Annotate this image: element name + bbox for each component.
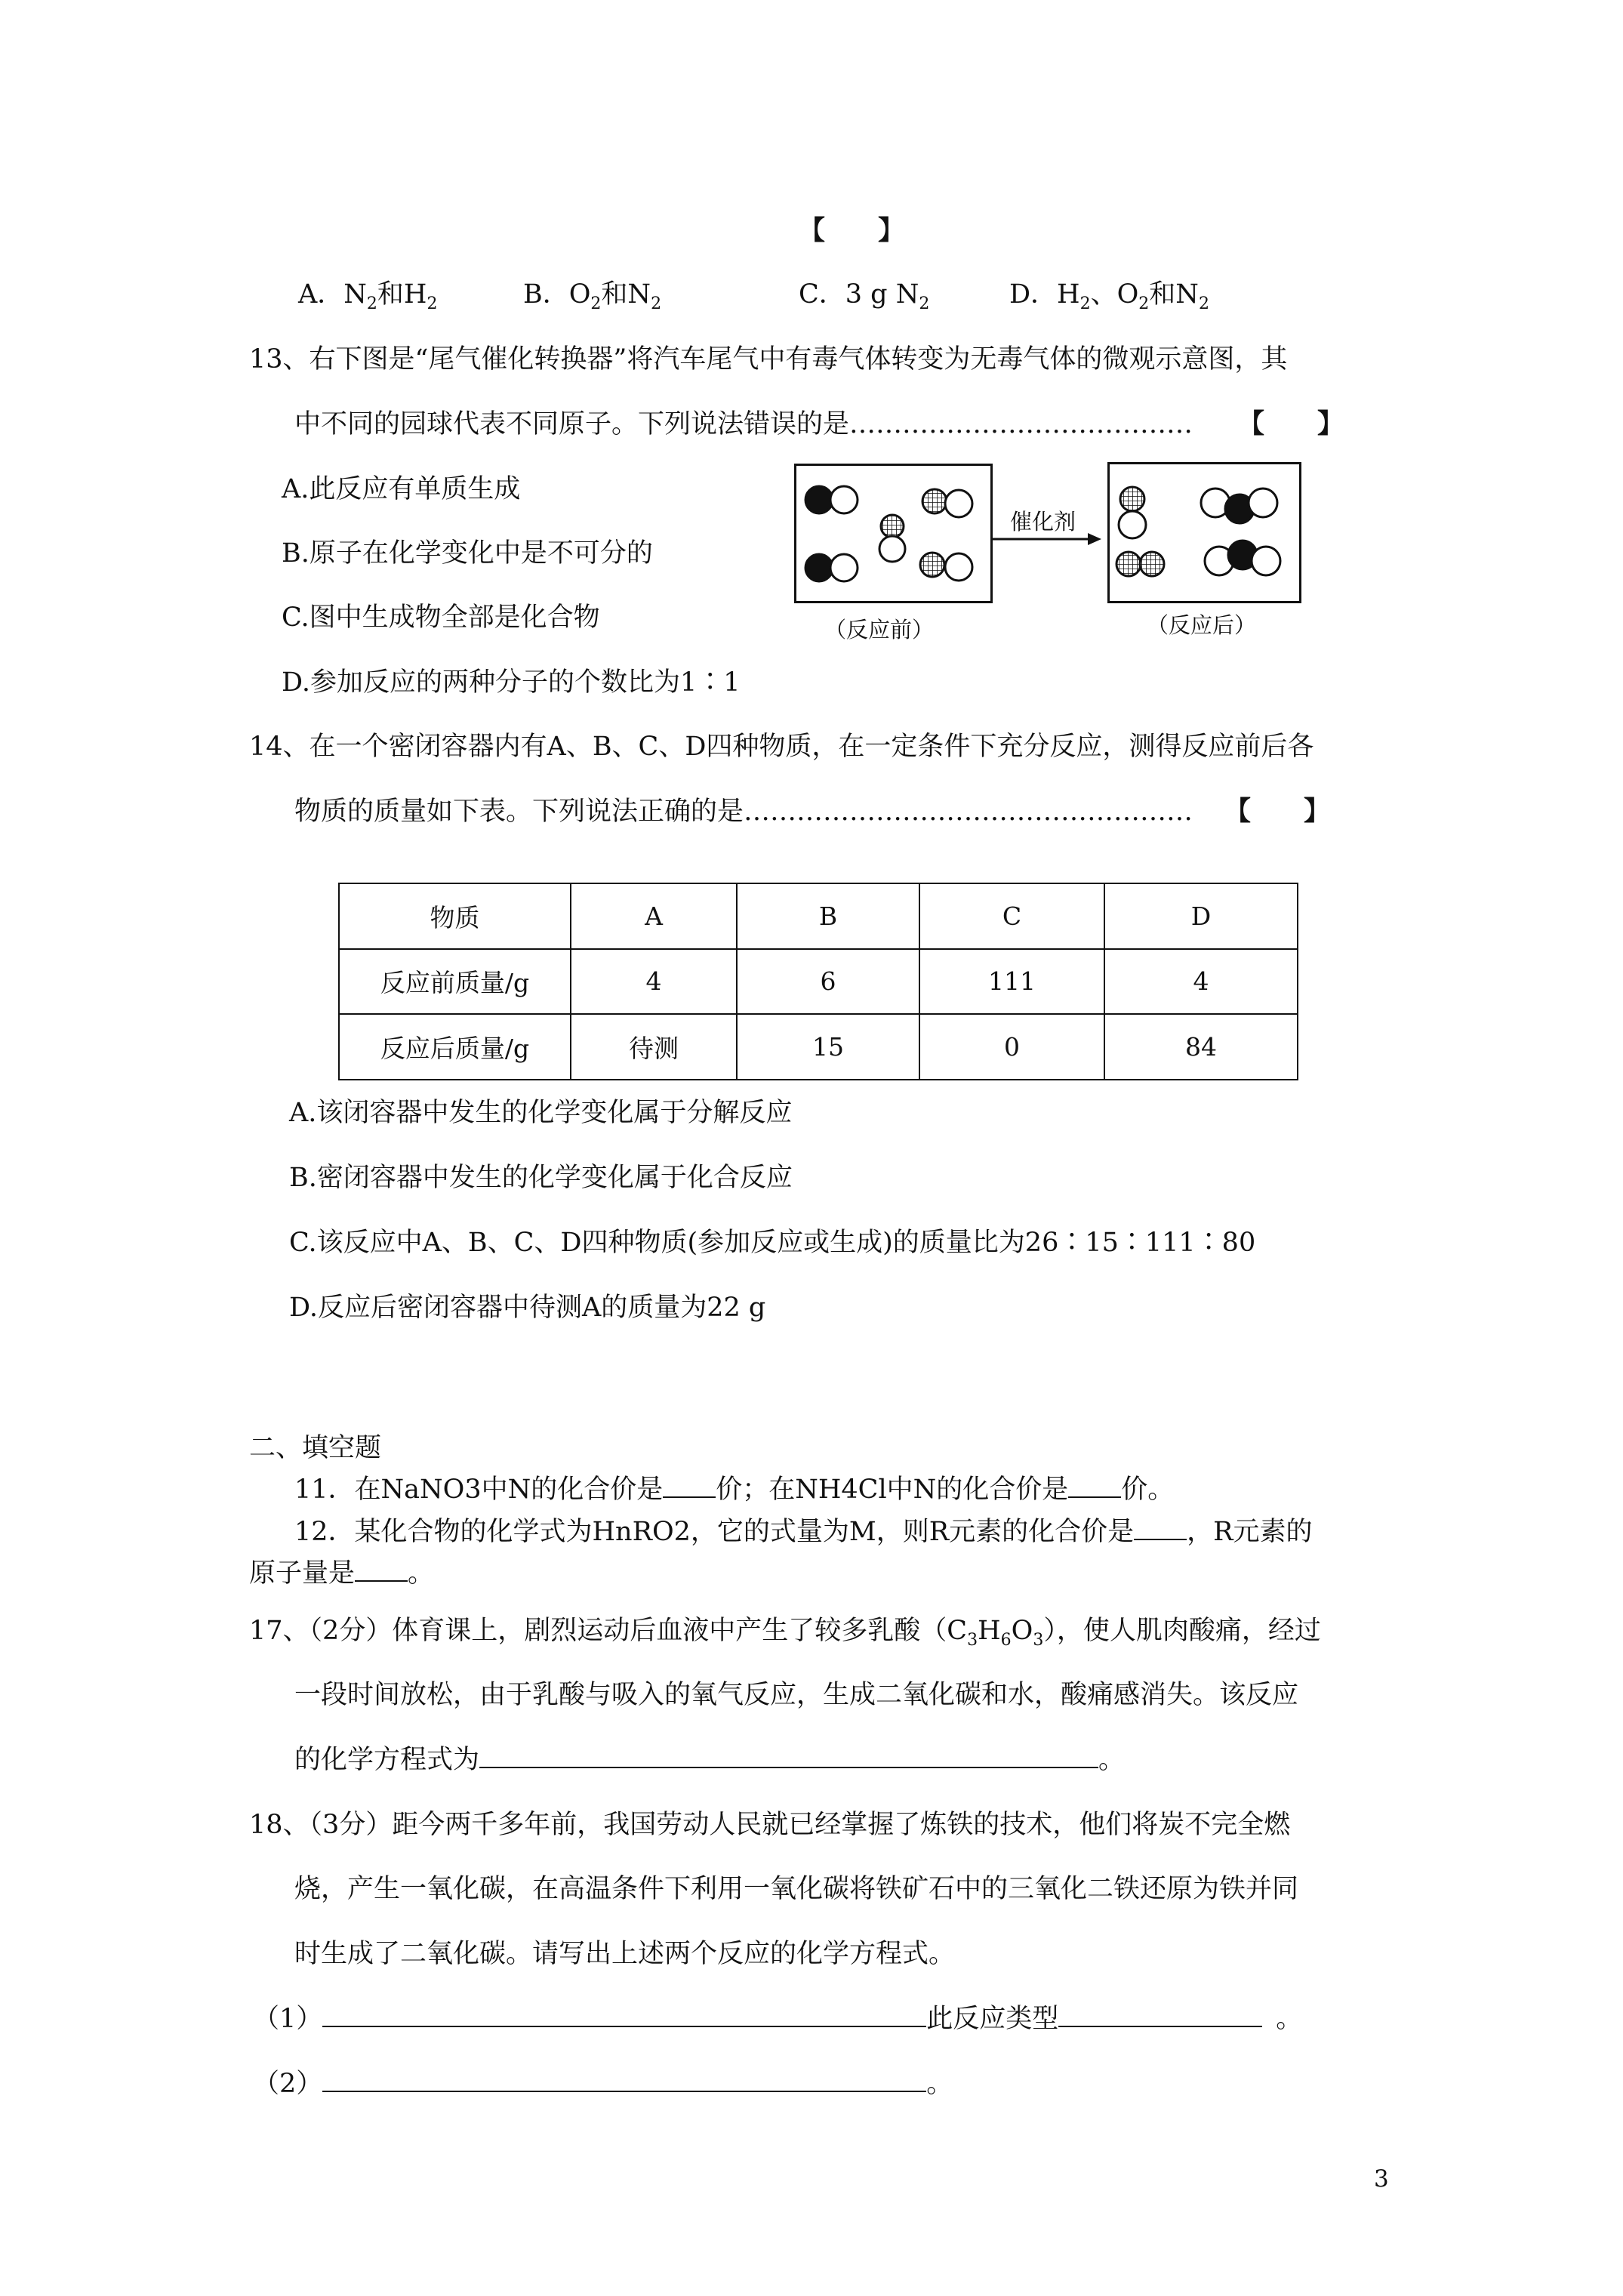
q13-option-a: A.此反应有单质生成 bbox=[282, 474, 521, 504]
catalyst-label: 催化剂 bbox=[1010, 509, 1076, 535]
n2-molecule bbox=[1119, 487, 1146, 538]
table-cell: 6 bbox=[737, 949, 919, 1015]
after-box bbox=[1107, 462, 1301, 603]
q13-answer-bracket: 【 】 bbox=[1238, 408, 1344, 439]
after-molecules bbox=[1110, 464, 1299, 601]
after-caption: （反应后） bbox=[1147, 612, 1257, 638]
fill-q12-line1: 12．某化合物的化学式为HnRO2，它的式量为M，则R元素的化合价是 ，R元素的 bbox=[294, 1517, 1313, 1547]
q13-stem-line1: 13、右下图是“尾气催化转换器”将汽车尾气中有毒气体转变为无毒气体的微观示意图，其 bbox=[249, 344, 1288, 374]
q12-option-c: C．3 g $N_2$ bbox=[799, 279, 930, 313]
table-header-cell: A bbox=[571, 883, 737, 949]
q17-line2: 一段时间放松，由于乳酸与吸入的氧气反应，生成二氧化碳和水，酸痛感消失。该反应 bbox=[294, 1680, 1299, 1710]
table-cell: 4 bbox=[571, 949, 737, 1015]
no-molecule bbox=[922, 489, 972, 517]
table-cell: 84 bbox=[1104, 1014, 1298, 1080]
table-cell: 111 bbox=[919, 949, 1104, 1015]
answer-blank[interactable] bbox=[1068, 1474, 1121, 1498]
table-cell: 0 bbox=[919, 1014, 1104, 1080]
q18-line3: 时生成了二氧化碳。请写出上述两个反应的化学方程式。 bbox=[294, 1939, 956, 1969]
q17-line3: 的化学方程式为 。 bbox=[294, 1745, 1126, 1775]
q12-answer-bracket: 【 】 bbox=[799, 215, 905, 246]
co-molecule bbox=[805, 486, 858, 513]
table-row bbox=[339, 1014, 1298, 1080]
table-cell: 反应前质量/g bbox=[339, 949, 571, 1015]
q14-option-b: B.密闭容器中发生的化学变化属于化合反应 bbox=[289, 1163, 793, 1193]
q14-option-d: D.反应后密闭容器中待测A的质量为22 g bbox=[289, 1293, 766, 1323]
reaction-type-blank[interactable] bbox=[1058, 2003, 1262, 2027]
q14-stem-line2: 物质的质量如下表。下列说法正确的是…………………………………………… bbox=[294, 797, 1193, 827]
table-header-cell: C bbox=[919, 883, 1104, 949]
answer-blank[interactable] bbox=[1134, 1516, 1187, 1540]
answer-blank[interactable] bbox=[663, 1474, 716, 1498]
before-box bbox=[794, 464, 993, 603]
n2-molecule bbox=[1116, 552, 1164, 576]
equation-blank[interactable] bbox=[322, 2068, 926, 2092]
q13-stem-line2: 中不同的园球代表不同原子。下列说法错误的是………………………………… bbox=[294, 409, 1193, 439]
q18-line1: 18、（3分）距今两千多年前，我国劳动人民就已经掌握了炼铁的技术，他们将炭不完全燃 bbox=[249, 1810, 1291, 1840]
fill-q11: 11．在NaNO3中N的化合价是 价；在NH4Cl中N的化合价是 价。 bbox=[294, 1475, 1175, 1505]
equation-blank[interactable] bbox=[479, 1744, 1098, 1768]
q18-item2: （2） 。 bbox=[253, 2069, 953, 2099]
table-cell: 待测 bbox=[571, 1014, 737, 1080]
table-header-cell: B bbox=[737, 883, 919, 949]
q17-line1: 17、（2分）体育课上，剧烈运动后血液中产生了较多乳酸$(C_3H_6O_3)$，使人肌肉酸痛，经过 bbox=[249, 1616, 1321, 1650]
before-caption: （反应前） bbox=[824, 617, 935, 643]
q18-item1: （1） 此反应类型 。 bbox=[253, 2004, 1303, 2034]
answer-blank[interactable] bbox=[355, 1558, 408, 1582]
q18-line2: 烧，产生一氧化碳，在高温条件下利用一氧化碳将铁矿石中的三氧化二铁还原为铁并同 bbox=[294, 1874, 1299, 1904]
q12-option-d: D．$H_2$、$O_2$和$N_2$ bbox=[1009, 279, 1209, 313]
q12-option-b: B．$O_2$和$N_2$ bbox=[523, 279, 662, 313]
fill-q12-line2: 原子量是 。 bbox=[249, 1558, 435, 1589]
before-molecules bbox=[796, 466, 990, 601]
q13-option-d: D.参加反应的两种分子的个数比为1∶1 bbox=[282, 667, 741, 698]
q13-option-c: C.图中生成物全部是化合物 bbox=[282, 603, 600, 633]
table-cell: 4 bbox=[1104, 949, 1298, 1015]
equation-blank[interactable] bbox=[322, 2003, 926, 2027]
table-cell: 15 bbox=[737, 1014, 919, 1080]
co2-molecule bbox=[1205, 541, 1280, 575]
table-header-cell: D bbox=[1104, 883, 1298, 949]
q14-answer-bracket: 【 】 bbox=[1224, 796, 1331, 827]
n-atom bbox=[881, 515, 904, 538]
co-molecule bbox=[805, 554, 858, 581]
table-cell: 反应后质量/g bbox=[339, 1014, 571, 1080]
co2-molecule bbox=[1201, 488, 1277, 523]
table-header-cell: 物质 bbox=[339, 883, 571, 949]
page-number: 3 bbox=[1374, 2165, 1389, 2193]
q14-option-a: A.该闭容器中发生的化学变化属于分解反应 bbox=[289, 1098, 793, 1128]
o-atom bbox=[879, 536, 905, 562]
no-molecule bbox=[920, 553, 972, 581]
section-title: 二、填空题 bbox=[249, 1433, 382, 1463]
q14-option-c: C.该反应中A、B、C、D四种物质(参加反应或生成)的质量比为26∶15∶111∶80 bbox=[289, 1228, 1256, 1258]
table-header-row bbox=[339, 883, 1298, 949]
q12-option-a: A．$N_2$和$H_2$ bbox=[298, 279, 438, 313]
q13-option-b: B.原子在化学变化中是不可分的 bbox=[282, 538, 653, 569]
q14-stem-line1: 14、在一个密闭容器内有A、B、C、D四种物质，在一定条件下充分反应，测得反应前后各 bbox=[249, 732, 1314, 762]
mass-table bbox=[338, 883, 1298, 1080]
table-row bbox=[339, 949, 1298, 1015]
